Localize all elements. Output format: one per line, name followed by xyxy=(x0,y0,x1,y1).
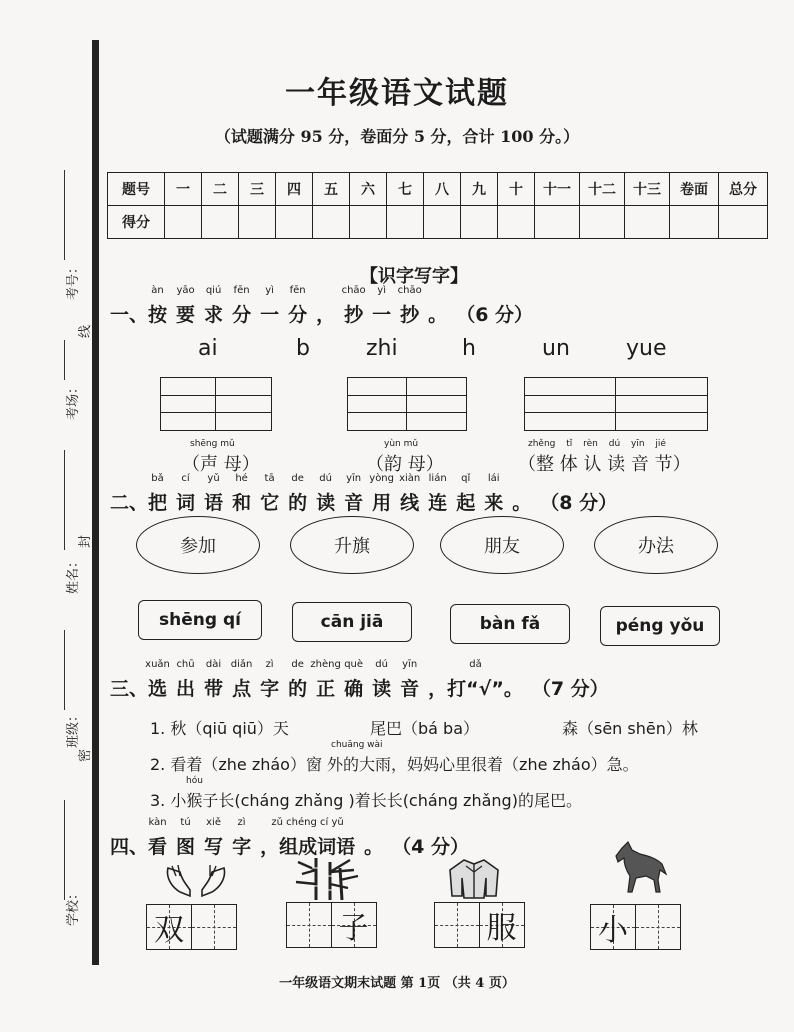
annotated-char xyxy=(204,659,224,701)
tian-cell[interactable] xyxy=(191,904,237,950)
char-text: 语 xyxy=(204,492,224,514)
question-1-title xyxy=(110,285,534,327)
annotated-char xyxy=(310,659,341,701)
question-4-title xyxy=(110,817,469,859)
annotated-char xyxy=(344,659,364,701)
char-pinyin: qǐ xyxy=(461,473,471,484)
tian-cell[interactable] xyxy=(479,902,525,948)
char-text: 选 xyxy=(148,678,168,700)
score-cell[interactable] xyxy=(313,206,350,239)
annotated-char xyxy=(512,488,531,515)
char-pinyin: yì xyxy=(377,285,386,296)
char-pinyin: yì xyxy=(265,285,274,296)
score-col: 一 xyxy=(165,173,202,206)
annotated-char xyxy=(148,473,168,515)
char-pinyin: lián xyxy=(428,473,447,484)
char-pinyin: què xyxy=(344,659,364,670)
word-group-3 xyxy=(434,902,523,948)
annotated-char xyxy=(369,473,395,515)
char-pinyin: fēn xyxy=(289,285,306,296)
class-blank xyxy=(64,630,65,710)
char-text: 它 xyxy=(260,492,280,514)
writing-grid-syllables[interactable] xyxy=(524,377,708,431)
score-col: 十二 xyxy=(580,173,625,206)
item-3-3-pinyin: hóu xyxy=(186,776,203,786)
annotated-char xyxy=(456,473,476,515)
category-label: （声 母） xyxy=(182,454,260,475)
syllable-yue: yue xyxy=(626,336,667,361)
word-group-4 xyxy=(590,904,679,950)
char-pinyin: zì xyxy=(265,659,274,670)
tian-cell[interactable] xyxy=(146,904,192,950)
char-text: 字 xyxy=(260,678,280,700)
char-text: 读 xyxy=(372,678,392,700)
tian-char xyxy=(287,903,331,947)
char-pinyin: diǎn xyxy=(230,659,253,670)
item-3-1-b: 尾巴（bá ba） xyxy=(370,719,480,738)
char-pinyin: tā xyxy=(264,473,275,484)
binding-line xyxy=(92,40,99,965)
jacket-icon xyxy=(446,856,502,900)
annotated-char xyxy=(399,473,421,515)
annotated-char xyxy=(232,473,252,515)
score-cell[interactable] xyxy=(625,206,670,239)
char-pinyin: àn xyxy=(151,285,164,296)
line-label: 线 xyxy=(78,324,93,338)
page-subtitle: （试题满分 95 分，卷面分 5 分，合计 100 分。） xyxy=(214,127,580,146)
char-text: 。 xyxy=(428,304,448,326)
char-pinyin: tú xyxy=(180,817,191,828)
annotated-char xyxy=(204,817,224,859)
char-pinyin: xiàn xyxy=(399,473,421,484)
char-pinyin: yīn xyxy=(346,473,362,484)
exam-no-label: 考号： xyxy=(66,260,81,300)
tian-char xyxy=(636,905,680,949)
question-chars xyxy=(148,285,456,326)
score-row-label: 得分 xyxy=(108,206,165,239)
room-label: 考场： xyxy=(66,380,81,420)
item-3-1-a: 1. 秋（qiū qiū）天 xyxy=(150,719,289,738)
score-cell[interactable] xyxy=(461,206,498,239)
category-pinyin: zhěng tǐ rèn dú yīn jié xyxy=(528,439,666,449)
char-text: 确 xyxy=(344,678,364,700)
char-text: 音 xyxy=(344,492,364,514)
annotated-char xyxy=(364,832,383,859)
char-text: ，组成词语 xyxy=(260,836,356,858)
char-text: 带 xyxy=(204,678,224,700)
score-cell[interactable] xyxy=(350,206,387,239)
hands-icon xyxy=(160,862,232,900)
syllable-zhi: zhi xyxy=(366,336,398,361)
page-footer: 一年级语文期末试题 第 1页 （共 4 页） xyxy=(279,976,515,991)
syllable-h: h xyxy=(462,336,476,361)
char-text: 按 xyxy=(148,304,168,326)
tian-char: 子 xyxy=(338,911,369,946)
score-cell[interactable] xyxy=(276,206,313,239)
writing-grid-finals[interactable] xyxy=(347,377,467,431)
annotated-char xyxy=(148,817,168,859)
pinyin-box-pengyou[interactable]: péng yǒu xyxy=(600,606,720,646)
page-title: 一年级语文试题 xyxy=(285,76,509,111)
question-score: （8 分） xyxy=(540,492,618,514)
annotated-char xyxy=(316,300,335,327)
score-cell[interactable] xyxy=(498,206,535,239)
exam-no-blank xyxy=(64,170,65,260)
score-col: 四 xyxy=(276,173,313,206)
annotated-char xyxy=(260,659,280,701)
annotated-char xyxy=(204,473,224,515)
char-text: 字 xyxy=(232,836,252,858)
char-text: 抄 xyxy=(344,304,364,326)
class-label: 班级： xyxy=(66,708,81,748)
char-text: 来 xyxy=(484,492,504,514)
char-text: 。 xyxy=(364,836,384,858)
char-pinyin: fēn xyxy=(233,285,250,296)
char-text: 要 xyxy=(176,304,196,326)
score-col: 总分 xyxy=(719,173,768,206)
annotated-char xyxy=(176,659,196,701)
annotated-char xyxy=(397,285,422,327)
tian-cell[interactable] xyxy=(635,904,681,950)
tian-char: 小 xyxy=(598,913,628,948)
question-number: 四、 xyxy=(110,836,149,858)
char-pinyin: xuǎn xyxy=(145,659,170,670)
pinyin-box-shengqi[interactable]: shēng qí xyxy=(138,600,262,640)
annotated-char xyxy=(232,817,252,859)
score-value-row xyxy=(108,206,768,239)
char-text: 的 xyxy=(288,678,308,700)
char-text: 一 xyxy=(260,304,280,326)
pinyin-box-canjia[interactable]: cān jiā xyxy=(292,602,412,642)
char-pinyin: yǔ xyxy=(207,473,220,484)
annotated-char xyxy=(428,659,523,701)
score-cell[interactable] xyxy=(670,206,719,239)
score-col: 十一 xyxy=(535,173,580,206)
score-header-row xyxy=(108,173,768,206)
score-cell[interactable] xyxy=(424,206,461,239)
question-score: （4 分） xyxy=(392,836,469,858)
char-text: 抄 xyxy=(400,304,420,326)
item-3-3: 3. 小猴子长(cháng zhǎng )着长长(cháng zhǎng)的尾巴。 xyxy=(150,791,582,810)
category-pinyin: shēng mǔ xyxy=(190,439,235,449)
room-blank xyxy=(64,340,65,380)
char-text: 读 xyxy=(316,492,336,514)
char-text: ， xyxy=(316,304,336,326)
name-label: 姓名： xyxy=(66,554,81,594)
question-number: 一、 xyxy=(110,304,149,326)
tian-cell[interactable] xyxy=(331,902,377,948)
category-pinyin: yùn mǔ xyxy=(384,439,419,449)
char-pinyin: de xyxy=(291,473,304,484)
score-col: 五 xyxy=(313,173,350,206)
question-score: （6 分） xyxy=(456,304,534,326)
char-text: 分 xyxy=(232,304,252,326)
char-text: 线 xyxy=(400,492,420,514)
annotated-char xyxy=(344,473,364,515)
char-text: 点 xyxy=(232,678,252,700)
char-pinyin: kàn xyxy=(148,817,167,828)
char-text: 求 xyxy=(204,304,224,326)
char-pinyin: yòng xyxy=(369,473,395,484)
question-chars xyxy=(148,473,540,514)
char-pinyin: bǎ xyxy=(151,473,164,484)
score-cell[interactable] xyxy=(387,206,424,239)
tian-char: 服 xyxy=(486,911,517,946)
char-pinyin: qiú xyxy=(205,285,222,296)
bamboo-icon xyxy=(294,854,360,902)
char-pinyin: cí xyxy=(181,473,190,484)
char-text: 看 xyxy=(148,836,168,858)
char-text: 一 xyxy=(372,304,392,326)
item-3-1-c: 森（sēn shēn）林 xyxy=(562,719,698,738)
syllable-b: b xyxy=(296,336,310,361)
char-pinyin: de xyxy=(291,659,304,670)
char-pinyin: dú xyxy=(319,473,332,484)
word-oval-canjia[interactable]: 参加 xyxy=(136,516,260,574)
word-oval-shengqi[interactable]: 升旗 xyxy=(290,516,414,574)
char-pinyin: dǎ xyxy=(469,659,482,670)
question-number: 三、 xyxy=(110,678,149,700)
annotated-char xyxy=(428,473,448,515)
char-text: 正 xyxy=(316,678,336,700)
char-pinyin: yāo xyxy=(176,285,195,296)
tian-cell[interactable] xyxy=(434,902,480,948)
question-number: 二、 xyxy=(110,492,149,514)
annotated-char xyxy=(484,473,504,515)
score-col: 八 xyxy=(424,173,461,206)
annotated-char xyxy=(148,285,168,327)
char-text: 的 xyxy=(288,492,308,514)
school-blank xyxy=(64,800,65,900)
char-pinyin: dú xyxy=(375,659,388,670)
char-text: 音 xyxy=(400,678,420,700)
tian-char xyxy=(192,905,236,949)
annotated-char xyxy=(288,659,308,701)
char-text: 词 xyxy=(176,492,196,514)
syllable-un: un xyxy=(542,336,570,361)
char-pinyin: chāo xyxy=(397,285,422,296)
question-score: （7 分） xyxy=(531,678,609,700)
tian-cell[interactable] xyxy=(286,902,332,948)
category-label: （整 体 认 读 音 节） xyxy=(518,454,691,475)
tian-char xyxy=(435,903,479,947)
question-3-title xyxy=(110,659,609,701)
char-pinyin: dài xyxy=(205,659,222,670)
char-text: 图 xyxy=(176,836,196,858)
char-pinyin: zǔ chéng cí yǔ xyxy=(271,817,344,828)
char-text: 分 xyxy=(288,304,308,326)
score-header-label: 题号 xyxy=(108,173,165,206)
word-group-1 xyxy=(146,904,235,950)
score-cell[interactable] xyxy=(202,206,239,239)
char-text: 写 xyxy=(204,836,224,858)
score-table xyxy=(107,172,768,239)
char-text: 和 xyxy=(232,492,252,514)
annotated-char xyxy=(428,300,447,327)
secret-label: 密 xyxy=(78,748,93,762)
annotated-char xyxy=(204,285,224,327)
word-group-2 xyxy=(286,902,375,948)
score-col: 六 xyxy=(350,173,387,206)
name-blank xyxy=(64,450,65,550)
question-2-title xyxy=(110,473,618,515)
category-label: （韵 母） xyxy=(366,454,444,475)
category-whole-syllables xyxy=(518,439,691,476)
annotated-char xyxy=(260,285,280,327)
annotated-char xyxy=(260,473,280,515)
annotated-char xyxy=(372,285,392,327)
score-cell[interactable] xyxy=(719,206,768,239)
question-chars xyxy=(145,659,532,700)
syllable-ai: ai xyxy=(198,336,218,361)
tian-cell[interactable] xyxy=(590,904,636,950)
char-text: 。 xyxy=(512,492,532,514)
word-oval-pengyou[interactable]: 朋友 xyxy=(440,516,564,574)
score-col: 十 xyxy=(498,173,535,206)
char-pinyin: lái xyxy=(487,473,500,484)
char-pinyin: hé xyxy=(235,473,248,484)
score-cell[interactable] xyxy=(580,206,625,239)
char-text: 出 xyxy=(176,678,196,700)
char-pinyin: xiě xyxy=(206,817,221,828)
char-text: 把 xyxy=(148,492,168,514)
annotated-char xyxy=(145,659,170,701)
score-col: 二 xyxy=(202,173,239,206)
annotated-char xyxy=(230,659,253,701)
score-cell[interactable] xyxy=(535,206,580,239)
word-oval-banfa[interactable]: 办法 xyxy=(594,516,718,574)
annotated-char xyxy=(372,659,392,701)
char-pinyin: chū xyxy=(176,659,195,670)
annotated-char xyxy=(176,473,196,515)
char-text: 用 xyxy=(372,492,392,514)
annotated-char xyxy=(400,659,420,701)
section-title-literacy: 【识字写字】 xyxy=(360,266,468,287)
score-col: 三 xyxy=(239,173,276,206)
writing-grid-initials[interactable] xyxy=(160,377,272,431)
annotated-char xyxy=(176,285,196,327)
school-label: 学校： xyxy=(66,886,81,926)
char-pinyin: yīn xyxy=(402,659,418,670)
char-pinyin: chāo xyxy=(341,285,366,296)
annotated-char xyxy=(288,473,308,515)
tian-char: 双 xyxy=(154,913,184,948)
annotated-char xyxy=(316,473,336,515)
annotated-char xyxy=(288,285,308,327)
score-cell[interactable] xyxy=(239,206,276,239)
char-pinyin: zhèng xyxy=(310,659,341,670)
item-3-2-pinyin: chuāng wài xyxy=(331,740,383,750)
annotated-char xyxy=(232,285,252,327)
char-text: ，打“√”。 xyxy=(428,678,523,700)
seal-label: 封 xyxy=(78,534,93,548)
char-text: 起 xyxy=(456,492,476,514)
score-cell[interactable] xyxy=(165,206,202,239)
score-col: 十三 xyxy=(625,173,670,206)
score-col: 九 xyxy=(461,173,498,206)
char-pinyin: zì xyxy=(237,817,246,828)
char-text: 连 xyxy=(428,492,448,514)
item-3-2: 2. 看着（zhe zháo）窗 外的大雨，妈妈心里很着（zhe zháo）急。 xyxy=(150,755,639,774)
pinyin-box-banfa[interactable]: bàn fǎ xyxy=(450,604,570,644)
horse-icon xyxy=(612,840,670,896)
score-col: 七 xyxy=(387,173,424,206)
score-col: 卷面 xyxy=(670,173,719,206)
annotated-char xyxy=(176,817,196,859)
annotated-char xyxy=(341,285,366,327)
